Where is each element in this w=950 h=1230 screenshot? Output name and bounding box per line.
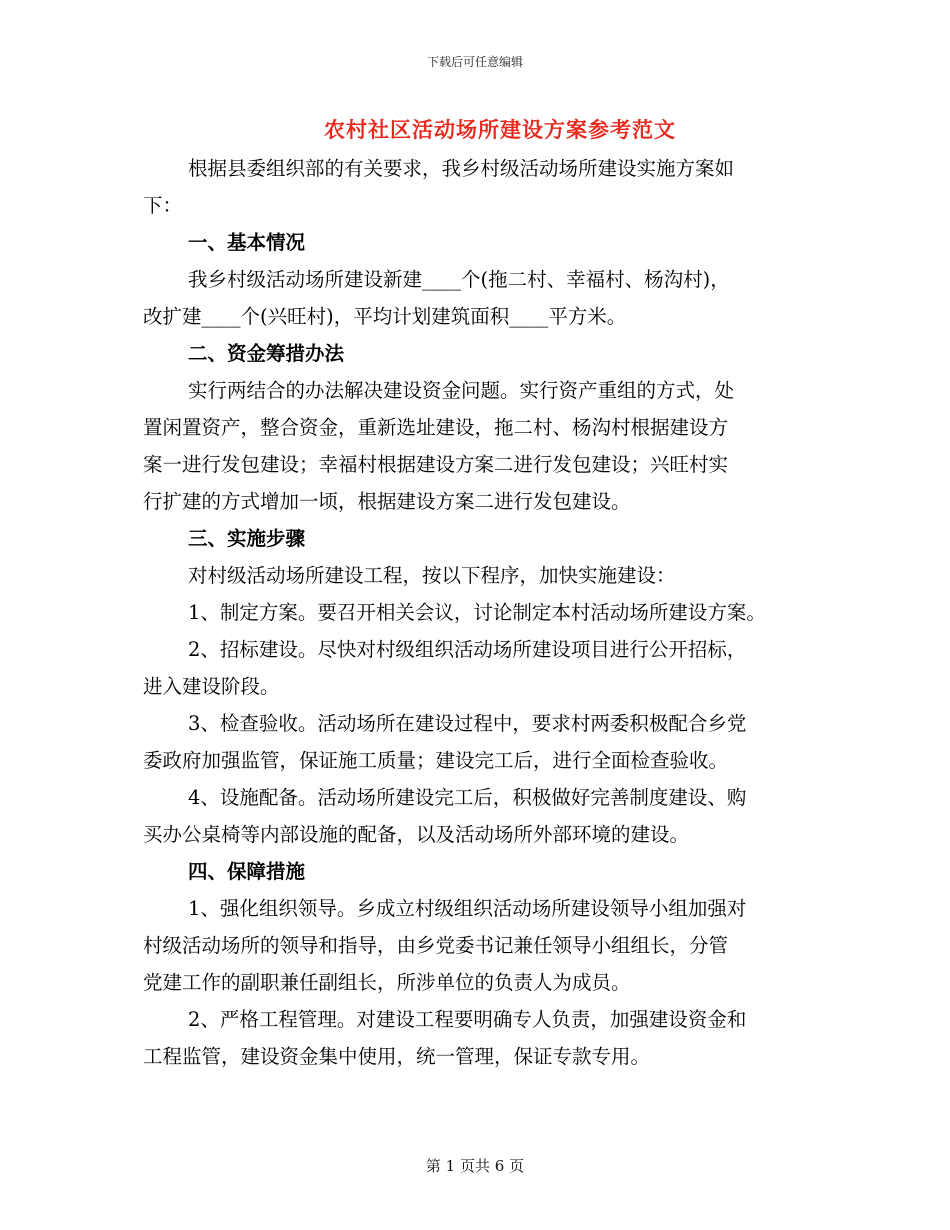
section-heading: 二、资金筹措办法	[188, 342, 345, 365]
paragraph-line: 下：	[143, 194, 183, 217]
paragraph-line: 改扩建____个(兴旺村)，平均计划建筑面积____平方米。	[143, 305, 627, 328]
paragraph-line: 委政府加强监管，保证施工质量；建设完工后，进行全面检查验收。	[143, 749, 729, 772]
paragraph-line: 对村级活动场所建设工程，按以下程序，加快实施建设：	[188, 564, 676, 587]
paragraph-line: 进入建设阶段。	[143, 675, 280, 698]
paragraph-line: 买办公桌椅等内部设施的配备，以及活动场所外部环境的建设。	[143, 823, 690, 846]
paragraph-line: 1、强化组织领导。乡成立村级组织活动场所建设领导小组加强对	[188, 897, 747, 920]
paragraph-line: 1、制定方案。要召开相关会议，讨论制定本村活动场所建设方案。	[188, 601, 766, 624]
paragraph-line: 3、检查验收。活动场所在建设过程中，要求村两委积极配合乡党	[188, 712, 747, 735]
document-title: 农村社区活动场所建设方案参考范文	[324, 117, 676, 142]
section-heading: 三、实施步骤	[188, 527, 306, 550]
paragraph-line: 工程监管，建设资金集中使用，统一管理，保证专款专用。	[143, 1045, 651, 1068]
paragraph-line: 我乡村级活动场所建设新建____个(拖二村、幸福村、杨沟村)，	[188, 268, 730, 291]
paragraph-line: 2、招标建设。尽快对村级组织活动场所建设项目进行公开招标，	[188, 638, 747, 661]
paragraph-line: 行扩建的方式增加一顷，根据建设方案二进行发包建设。	[143, 490, 631, 513]
paragraph-line: 村级活动场所的领导和指导，由乡党委书记兼任领导小组组长，分管	[143, 934, 729, 957]
header-note: 下载后可任意编辑	[426, 55, 523, 69]
section-heading: 四、保障措施	[188, 860, 306, 883]
paragraph-line: 案一进行发包建设；幸福村根据建设方案二进行发包建设；兴旺村实	[143, 453, 729, 476]
paragraph-line: 2、严格工程管理。对建设工程要明确专人负责，加强建设资金和	[188, 1008, 747, 1031]
paragraph-line: 置闲置资产，整合资金，重新选址建设，拖二村、杨沟村根据建设方	[143, 416, 729, 439]
section-heading: 一、基本情况	[188, 231, 306, 254]
paragraph-line: 实行两结合的办法解决建设资金问题。实行资产重组的方式，处	[188, 379, 735, 402]
paragraph-line: 4、设施配备。活动场所建设完工后，积极做好完善制度建设、购	[188, 786, 747, 809]
paragraph-line: 根据县委组织部的有关要求，我乡村级活动场所建设实施方案如	[188, 157, 735, 180]
page-number: 第 1 页共 6 页	[425, 1157, 525, 1175]
paragraph-line: 党建工作的副职兼任副组长，所涉单位的负责人为成员。	[143, 971, 631, 994]
